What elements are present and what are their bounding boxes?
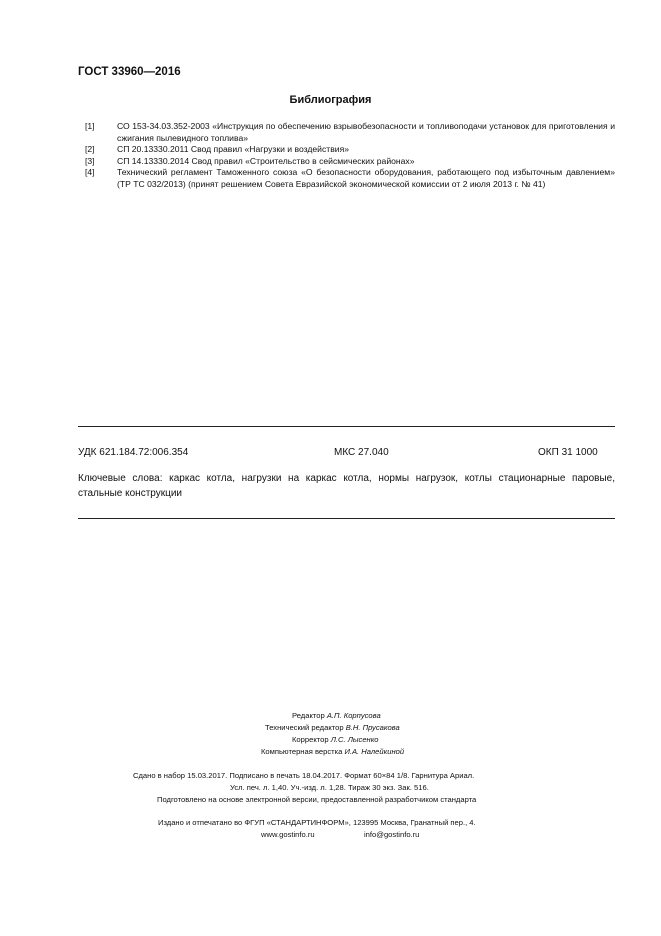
bibliography-entry [85,144,615,156]
udk-code: УДК 621.184.72:006.354 [78,447,189,458]
editor-line [292,711,381,720]
tech-editor-label: Технический редактор [265,723,344,732]
tech-editor-line [265,723,400,732]
bibliography-title: Библиография [289,94,372,106]
bibliography-entry [85,156,615,168]
bottom-divider [78,518,615,519]
keywords: Ключевые слова: каркас котла, нагрузки на каркас котла, нормы нагрузок, котлы стационарные паровые, стальные конструкции [78,473,615,499]
print-volume: Усл. печ. л. 1,40. Уч.-изд. л. 1,28. Тираж 30 экз. Зак. 516. [230,783,429,792]
entry-text: СП 14.13330.2014 Свод правил «Строительство в сейсмических районах» [117,155,415,166]
layout-line [261,747,404,756]
bibliography-entry [85,121,615,144]
tech-editor-name: В.Н. Прусакова [345,723,400,732]
okp-code: ОКП 31 1000 [538,447,598,458]
bibliography-entry [85,167,615,190]
top-divider [78,426,615,427]
standard-number: ГОСТ 33960—2016 [78,66,181,78]
publisher-address: Издано и отпечатано во ФГУП «СТАНДАРТИНФОРМ», 123995 Москва, Гранатный пер., 4. [158,818,476,827]
corrector-label: Корректор [292,735,329,744]
print-details: Сдано в набор 15.03.2017. Подписано в печать 18.04.2017. Формат 60×84 1/8. Гарнитура Ариал. [133,771,475,780]
entry-number: [4] [85,167,95,178]
entry-text: Технический регламент Таможенного союза «О безопасности оборудования, работающего под избыточным давлением» (ТР ТС 032/2013) (принят решением Совета Евразийской экономической комиссии от 2 июля 2013 г. № 41) [117,167,615,189]
entry-number: [3] [85,155,95,166]
email-text: info@gostinfo.ru [364,830,420,839]
editor-name: А.П. Корпусова [326,711,381,720]
website-text: www.gostinfo.ru [261,830,315,839]
entry-number: [1] [85,121,95,131]
bibliography-list [85,121,615,191]
corrector-name: Л.С. Лысенко [330,735,379,744]
layout-label: Компьютерная верстка [261,747,343,756]
entry-text: СО 153-34.03.352-2003 «Инструкция по обеспечению взрывобезопасности и топливоподачи установок для приготовления и сжигания пылевидного топлива» [117,121,615,143]
entry-number: [2] [85,144,95,155]
source-note: Подготовлено на основе электронной версии, предоставленной разработчиком стандарта [157,795,477,804]
layout-name: И.А. Налейкиной [344,747,405,756]
corrector-line [292,735,379,744]
mks-code: МКС 27.040 [334,447,389,458]
entry-text: СП 20.13330.2011 Свод правил «Нагрузки и воздействия» [117,144,350,155]
editor-label: Редактор [292,711,325,720]
